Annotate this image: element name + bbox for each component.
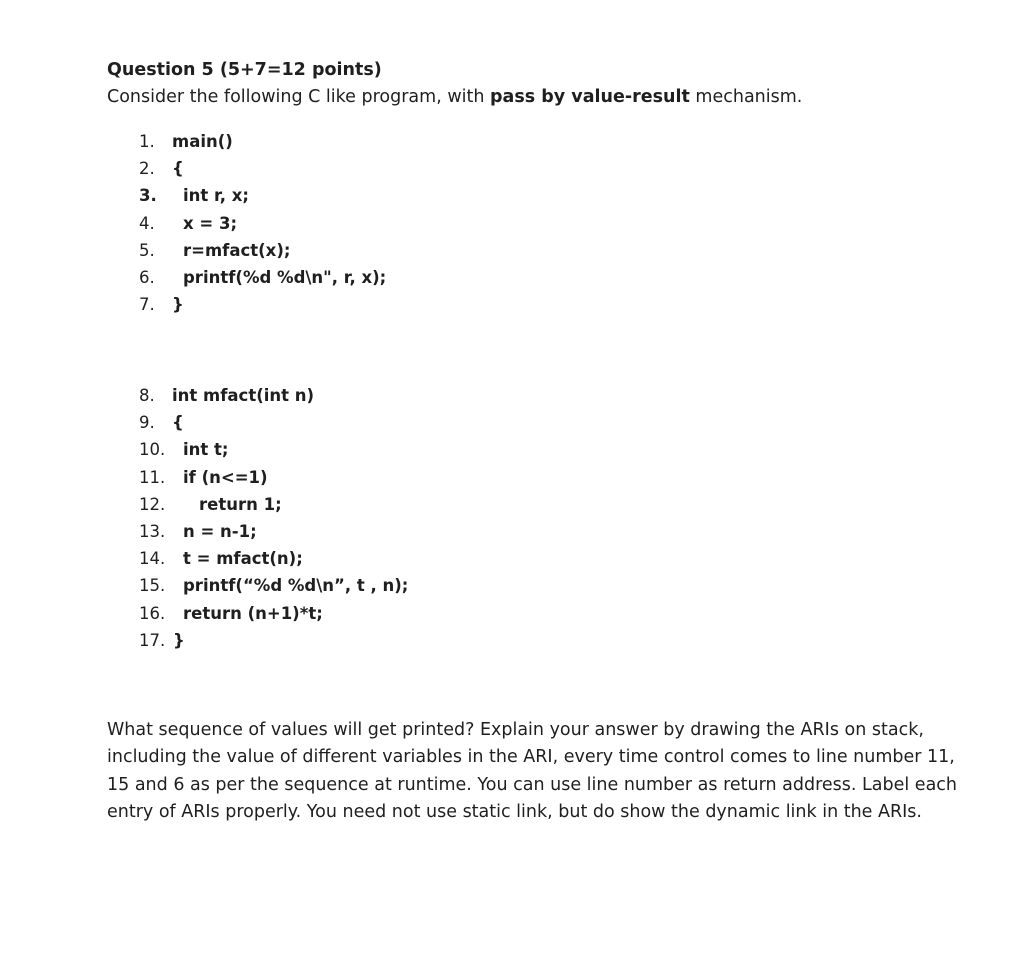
code-line	[139, 436, 408, 463]
code-line	[139, 128, 386, 155]
line-number: 11.	[139, 467, 166, 487]
code-text: r=mfact(x);	[183, 240, 291, 260]
code-line	[139, 464, 408, 491]
code-text: {	[172, 159, 184, 179]
code-text: x = 3;	[183, 213, 238, 233]
line-number: 13.	[139, 521, 166, 541]
code-text: if (n<=1)	[183, 467, 268, 487]
code-line	[139, 155, 386, 182]
question-title: Question 5 (5+7=12 points)	[107, 60, 382, 80]
code-line	[139, 237, 386, 264]
code-text: printf(“%d %d\n”, t , n);	[183, 576, 409, 596]
line-number: 5.	[139, 240, 155, 260]
code-line	[139, 572, 408, 599]
line-number: 6.	[139, 267, 155, 287]
line-number: 17.	[139, 630, 166, 650]
code-text: n = n-1;	[183, 521, 257, 541]
code-line	[139, 545, 408, 572]
line-number: 1.	[139, 132, 155, 151]
line-number: 3.	[139, 186, 157, 206]
line-number: 16.	[139, 603, 166, 623]
code-text: }	[172, 295, 184, 315]
line-number: 10.	[139, 440, 166, 460]
code-line	[139, 491, 408, 518]
code-line	[139, 291, 386, 318]
line-number: 7.	[139, 295, 155, 315]
code-text: {	[172, 413, 184, 433]
code-text: int t;	[183, 440, 229, 460]
line-number: 15.	[139, 576, 166, 596]
code-text: return (n+1)*t;	[183, 603, 323, 623]
code-line	[139, 409, 408, 436]
code-block-main	[139, 128, 386, 318]
line-number: 14.	[139, 549, 166, 569]
code-text: int r, x;	[183, 186, 249, 206]
code-line	[139, 210, 386, 237]
code-line	[139, 182, 386, 209]
code-line	[139, 264, 386, 291]
code-text: }	[173, 630, 185, 650]
line-number: 2.	[139, 159, 155, 179]
code-text: return 1;	[199, 494, 282, 514]
code-text: t = mfact(n);	[183, 549, 303, 569]
line-number: 9.	[139, 413, 155, 433]
line-number: 12.	[139, 494, 166, 514]
code-line	[139, 627, 408, 654]
code-text: printf(%d %d\n", r, x);	[183, 267, 387, 287]
intro-text-after: mechanism.	[689, 87, 803, 107]
intro-bold-mechanism: pass by value-result	[490, 87, 690, 107]
line-number: 4.	[139, 213, 155, 233]
code-line	[139, 518, 408, 545]
intro-text-before: Consider the following C like program, with	[107, 87, 491, 107]
question-instructions: What sequence of values will get printed? Explain your answer by drawing the ARIs on stack, including the value of different variables in the ARI, every time control comes to line number 11, 15 and 6 as per the sequence at runtime. You can use line number as return address. Label each entry of ARIs properly. You need not use static link, but do show the dynamic link in the ARIs.	[107, 720, 958, 823]
code-text: int mfact(int n)	[172, 386, 315, 405]
code-line	[139, 600, 408, 627]
code-line	[139, 382, 408, 409]
code-text: main()	[172, 132, 233, 151]
line-number: 8.	[139, 386, 155, 405]
code-block-mfact	[139, 382, 408, 654]
question-intro	[107, 85, 802, 109]
